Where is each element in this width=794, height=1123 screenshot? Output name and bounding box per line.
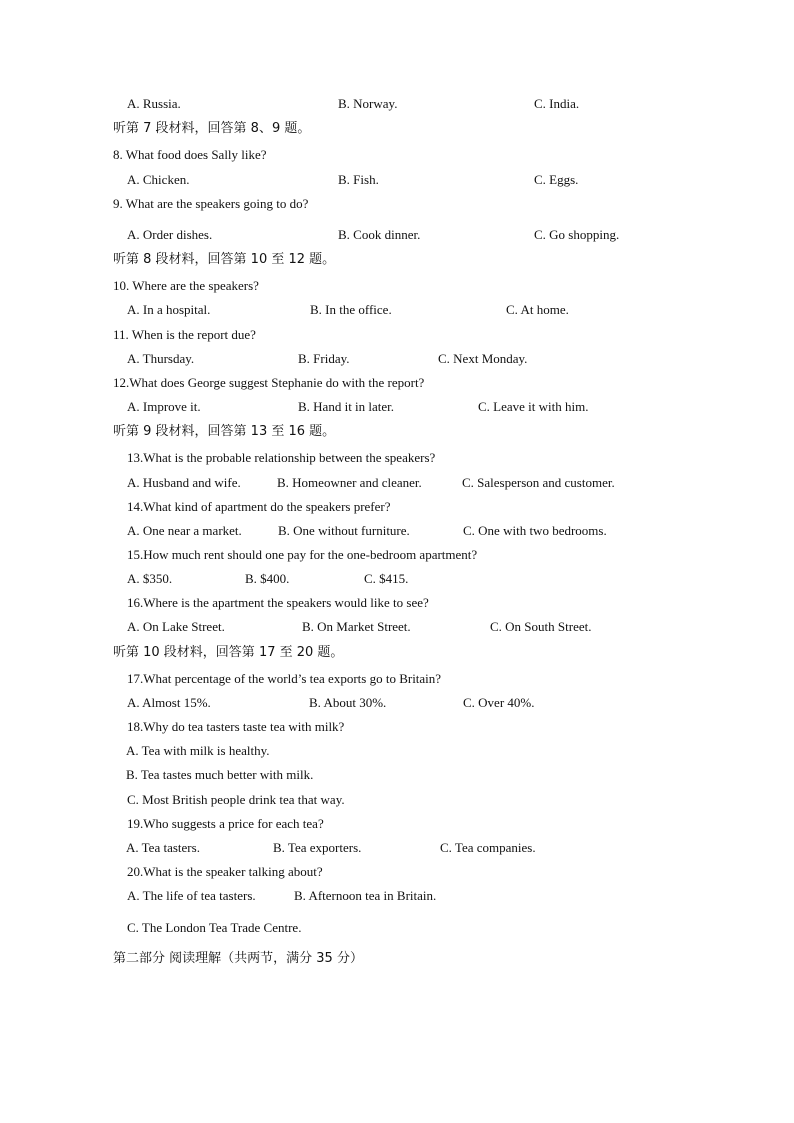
q7-option-a: A. Russia. [127, 96, 181, 111]
section-8-heading: 听第 8 段材料，回答第 10 至 12 题。 [113, 252, 336, 267]
q8-option-a: A. Chicken. [127, 172, 190, 187]
q15-stem: 15.How much rent should one pay for the one-bedroom apartment? [127, 547, 478, 562]
q17-option-b: B. About 30%. [309, 695, 387, 710]
q17-stem: 17.What percentage of the world’s tea exports go to Britain? [127, 671, 442, 686]
q14-option-c: C. One with two bedrooms. [463, 523, 607, 538]
q19-option-a: A. Tea tasters. [126, 840, 200, 855]
q11-stem: 11. When is the report due? [113, 327, 256, 342]
part-2-heading: 第二部分 阅读理解（共两节，满分 35 分） [113, 951, 363, 966]
q16-option-b: B. On Market Street. [302, 619, 411, 634]
q9-option-a: A. Order dishes. [127, 227, 213, 242]
q20-option-c: C. The London Tea Trade Centre. [127, 920, 302, 935]
q15-option-a: A. $350. [127, 571, 173, 586]
q9-stem: 9. What are the speakers going to do? [113, 196, 309, 211]
q8-option-c: C. Eggs. [534, 172, 579, 187]
section-7-heading: 听第 7 段材料，回答第 8、9 题。 [113, 121, 311, 136]
q18-option-b: B. Tea tastes much better with milk. [126, 767, 314, 782]
q20-option-b: B. Afternoon tea in Britain. [294, 888, 437, 903]
q9-option-c: C. Go shopping. [534, 227, 620, 242]
q7-option-c: C. India. [534, 96, 580, 111]
q18-stem: 18.Why do tea tasters taste tea with milk? [127, 719, 345, 734]
q8-option-b: B. Fish. [338, 172, 379, 187]
q18-option-c: C. Most British people drink tea that way. [127, 792, 345, 807]
q18-option-a: A. Tea with milk is healthy. [126, 743, 270, 758]
q10-option-c: C. At home. [506, 302, 569, 317]
q13-option-b: B. Homeowner and cleaner. [277, 475, 422, 490]
q11-option-a: A. Thursday. [127, 351, 195, 366]
q12-option-b: B. Hand it in later. [298, 399, 395, 414]
section-10-heading: 听第 10 段材料，回答第 17 至 20 题。 [113, 645, 344, 660]
q13-option-c: C. Salesperson and customer. [462, 475, 615, 490]
q10-option-a: A. In a hospital. [127, 302, 211, 317]
q15-option-c: C. $415. [364, 571, 409, 586]
q16-option-a: A. On Lake Street. [127, 619, 225, 634]
q8-stem: 8. What food does Sally like? [113, 147, 267, 162]
q14-option-a: A. One near a market. [127, 523, 242, 538]
q12-stem: 12.What does George suggest Stephanie do with the report? [113, 375, 425, 390]
q9-option-b: B. Cook dinner. [338, 227, 421, 242]
q17-option-c: C. Over 40%. [463, 695, 535, 710]
q19-option-c: C. Tea companies. [440, 840, 536, 855]
q15-option-b: B. $400. [245, 571, 290, 586]
q12-option-a: A. Improve it. [127, 399, 201, 414]
q13-stem: 13.What is the probable relationship between the speakers? [127, 450, 436, 465]
q20-stem: 20.What is the speaker talking about? [127, 864, 323, 879]
q19-option-b: B. Tea exporters. [273, 840, 362, 855]
section-9-heading: 听第 9 段材料，回答第 13 至 16 题。 [113, 424, 336, 439]
q12-option-c: C. Leave it with him. [478, 399, 589, 414]
q16-option-c: C. On South Street. [490, 619, 592, 634]
q20-option-a: A. The life of tea tasters. [127, 888, 256, 903]
q16-stem: 16.Where is the apartment the speakers would like to see? [127, 595, 429, 610]
q14-option-b: B. One without furniture. [278, 523, 410, 538]
q10-stem: 10. Where are the speakers? [113, 278, 259, 293]
q11-option-b: B. Friday. [298, 351, 350, 366]
q14-stem: 14.What kind of apartment do the speakers prefer? [127, 499, 391, 514]
q17-option-a: A. Almost 15%. [127, 695, 211, 710]
q19-stem: 19.Who suggests a price for each tea? [127, 816, 324, 831]
q7-option-b: B. Norway. [338, 96, 398, 111]
q10-option-b: B. In the office. [310, 302, 392, 317]
q13-option-a: A. Husband and wife. [127, 475, 241, 490]
q11-option-c: C. Next Monday. [438, 351, 528, 366]
